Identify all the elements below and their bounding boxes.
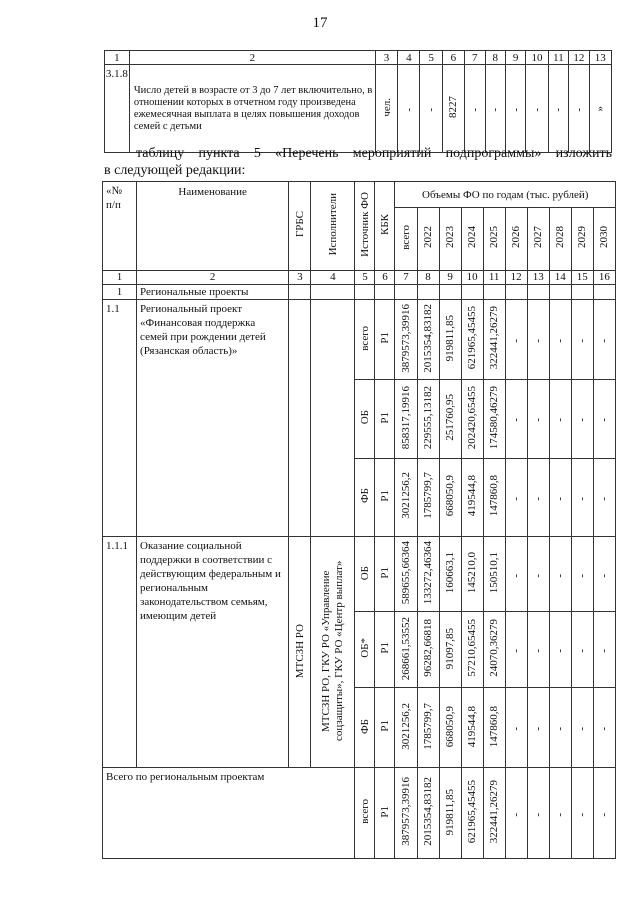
colnum: 11 (548, 51, 568, 65)
colnum: 8 (485, 51, 505, 65)
total-name: Всего по региональным проектам (103, 768, 355, 859)
value-cell: 24070,36279 (483, 612, 505, 687)
colnum: 8 (417, 270, 439, 284)
value-cell: 57210,65455 (461, 612, 483, 687)
project-num: 1.1 (103, 299, 137, 536)
colnum: 3 (289, 270, 311, 284)
value-cell: - (398, 65, 420, 153)
value-cell: 919811,85 (439, 299, 461, 379)
value-cell: - (549, 537, 571, 612)
colnum: 9 (439, 270, 461, 284)
value-cell: - (571, 687, 593, 767)
header-name: Наименование (137, 182, 289, 271)
header-total: всего (395, 208, 417, 270)
value-cell: - (549, 458, 571, 536)
header-year: 2027 (527, 208, 549, 270)
value-cell: 150510,1 (483, 537, 505, 612)
kbk-cell: Р1 (375, 458, 395, 536)
value-cell: 589655,66364 (395, 537, 417, 612)
kbk-cell: Р1 (375, 537, 395, 612)
value-cell: - (420, 65, 442, 153)
value-cell: - (593, 299, 615, 379)
value-cell: - (593, 380, 615, 458)
source-cell: ОБ* (355, 612, 375, 687)
source-cell: ФБ (355, 687, 375, 767)
value-cell: - (571, 612, 593, 687)
value-cell: 145210,0 (461, 537, 483, 612)
row-number: 3.1.8 (105, 65, 130, 153)
header-year: 2022 (417, 208, 439, 270)
colnum: 4 (398, 51, 420, 65)
value-cell: - (526, 65, 548, 153)
value-cell: 668050,9 (439, 687, 461, 767)
value-cell: - (505, 612, 527, 687)
value-cell: » (589, 65, 611, 153)
section-name: Региональные проекты (137, 284, 289, 299)
value-cell: - (485, 65, 505, 153)
source-cell: всего (355, 299, 375, 379)
value-cell: - (505, 299, 527, 379)
value-cell: 3879573,39916 (395, 299, 417, 379)
project-name: Региональный проект «Финансовая поддержка семей при рождении детей (Рязанская область)» (137, 299, 289, 536)
kbk-cell: Р1 (375, 768, 395, 859)
colnum: 5 (420, 51, 442, 65)
value-cell: - (505, 537, 527, 612)
colnum: 6 (442, 51, 464, 65)
colnum: 7 (465, 51, 485, 65)
colnum: 14 (549, 270, 571, 284)
value-cell: 322441,26279 (483, 768, 505, 859)
colnum: 1 (105, 51, 130, 65)
measure-executors: МТСЗН РО, ГКУ РО «Управление соцзащиты», ГКУ РО «Центр выплат» (311, 537, 355, 768)
colnum: 13 (589, 51, 611, 65)
value-cell: 160663,1 (439, 537, 461, 612)
value-cell: - (527, 380, 549, 458)
value-cell: - (527, 458, 549, 536)
source-cell: ОБ (355, 537, 375, 612)
value-cell: - (505, 687, 527, 767)
value-cell: - (549, 380, 571, 458)
colnum: 5 (355, 270, 375, 284)
header-year: 2025 (483, 208, 505, 270)
value-cell: - (465, 65, 485, 153)
colnum: 6 (375, 270, 395, 284)
colnum: 12 (505, 270, 527, 284)
value-cell: 419544,8 (461, 687, 483, 767)
instruction-paragraph (104, 145, 612, 179)
colnum: 13 (527, 270, 549, 284)
colnum: 2 (137, 270, 289, 284)
colnum: 10 (526, 51, 548, 65)
measure-num: 1.1.1 (103, 537, 137, 768)
value-cell: 174580,46279 (483, 380, 505, 458)
value-cell: 268661,53552 (395, 612, 417, 687)
value-cell: 3879573,39916 (395, 768, 417, 859)
value-cell: 919811,85 (439, 768, 461, 859)
indicator-name: Число детей в возрасте от 3 до 7 лет включительно, в отношении которых в отчетном году произведена ежемесячная выплата в целях повышения доходов семей с детьми (129, 65, 375, 153)
value-cell: - (571, 299, 593, 379)
colnum: 12 (569, 51, 589, 65)
value-cell: - (549, 687, 571, 767)
header-year: 2030 (593, 208, 615, 270)
value-cell: 419544,8 (461, 458, 483, 536)
value-cell: - (549, 768, 571, 859)
value-cell: 2015354,83182 (417, 768, 439, 859)
source-cell: ФБ (355, 458, 375, 536)
header-num: «№ п/п (103, 182, 137, 271)
value-cell: - (505, 768, 527, 859)
value-cell: 251760,95 (439, 380, 461, 458)
project-row (103, 299, 616, 379)
value-cell: - (593, 458, 615, 536)
colnum: 2 (129, 51, 375, 65)
value-cell: 147860,8 (483, 458, 505, 536)
measure-name: Оказание социальной поддержки в соответствии с действующим федеральным и региональным законодательством семьям, имеющим детей (137, 537, 289, 768)
value-cell: - (527, 768, 549, 859)
header-source: Источник ФО (355, 182, 375, 271)
header-kbk: КБК (375, 182, 395, 271)
indicator-row (105, 65, 612, 153)
colnum-row (103, 270, 616, 284)
value-cell: 2015354,83182 (417, 299, 439, 379)
value-cell: - (571, 768, 593, 859)
activities-table (102, 181, 616, 859)
section-row (103, 284, 616, 299)
page-number: 17 (312, 15, 328, 31)
paragraph-line: таблицу пункта 5 «Перечень мероприятий подпрограммы» изложить (136, 146, 612, 161)
value-cell: - (571, 537, 593, 612)
unit-cell: чел. (375, 65, 397, 153)
colnum: 9 (505, 51, 525, 65)
measure-grbs: МТСЗН РО (289, 537, 311, 768)
table1-colnum-row (105, 51, 612, 65)
colnum: 4 (311, 270, 355, 284)
paragraph-line: в следующей редакции: (104, 163, 246, 178)
value-cell: - (593, 768, 615, 859)
value-cell: 202420,65455 (461, 380, 483, 458)
source-cell: всего (355, 768, 375, 859)
value-cell: 1785799,7 (417, 458, 439, 536)
value-cell: - (505, 65, 525, 153)
header-year: 2028 (549, 208, 571, 270)
colnum: 7 (395, 270, 417, 284)
header-year: 2023 (439, 208, 461, 270)
value-cell: 133272,46364 (417, 537, 439, 612)
value-cell: - (527, 299, 549, 379)
value-cell: 621965,45455 (461, 768, 483, 859)
value-cell: - (571, 458, 593, 536)
colnum: 15 (571, 270, 593, 284)
colnum: 11 (483, 270, 505, 284)
header-year: 2024 (461, 208, 483, 270)
value-cell: - (593, 537, 615, 612)
source-cell: ОБ (355, 380, 375, 458)
value-cell: 1785799,7 (417, 687, 439, 767)
value-cell: - (549, 612, 571, 687)
value-cell: 3021256,2 (395, 687, 417, 767)
value-cell: 3021256,2 (395, 458, 417, 536)
kbk-cell: Р1 (375, 299, 395, 379)
value-cell: 96282,66818 (417, 612, 439, 687)
header-row (103, 182, 616, 208)
measure-row (103, 537, 616, 612)
value-cell: - (569, 65, 589, 153)
value-cell: 621965,45455 (461, 299, 483, 379)
value-cell: - (549, 299, 571, 379)
value-cell: 8227 (442, 65, 464, 153)
header-year: 2029 (571, 208, 593, 270)
total-row (103, 768, 616, 859)
colnum: 1 (103, 270, 137, 284)
value-cell: - (505, 380, 527, 458)
colnum: 10 (461, 270, 483, 284)
kbk-cell: Р1 (375, 380, 395, 458)
header-volumes: Объемы ФО по годам (тыс. рублей) (395, 182, 616, 208)
value-cell: - (593, 687, 615, 767)
value-cell: - (527, 612, 549, 687)
value-cell: 858317,19916 (395, 380, 417, 458)
value-cell: 668050,9 (439, 458, 461, 536)
value-cell: - (527, 537, 549, 612)
kbk-cell: Р1 (375, 612, 395, 687)
section-num: 1 (103, 284, 137, 299)
value-cell: - (593, 612, 615, 687)
value-cell: - (571, 380, 593, 458)
indicator-table (104, 50, 612, 153)
value-cell: 229555,13182 (417, 380, 439, 458)
header-executors: Исполнители (311, 182, 355, 271)
value-cell: 322441,26279 (483, 299, 505, 379)
colnum: 3 (375, 51, 397, 65)
header-year: 2026 (505, 208, 527, 270)
value-cell: 147860,8 (483, 687, 505, 767)
colnum: 16 (593, 270, 615, 284)
value-cell: - (527, 687, 549, 767)
value-cell: 91097,85 (439, 612, 461, 687)
value-cell: - (548, 65, 568, 153)
value-cell: - (505, 458, 527, 536)
kbk-cell: Р1 (375, 687, 395, 767)
header-grbs: ГРБС (289, 182, 311, 271)
